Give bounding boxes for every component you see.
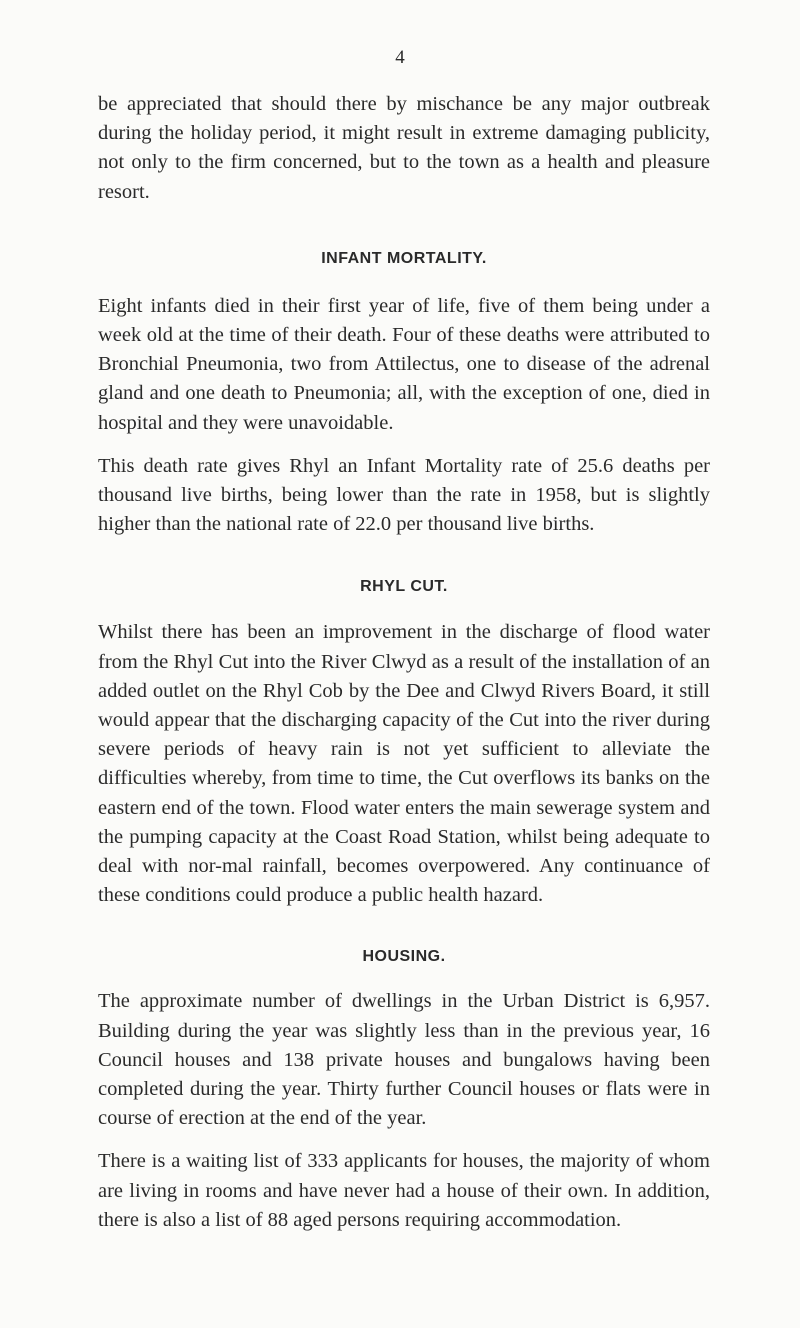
dwellings-paragraph: The approximate number of dwellings in the Urban District is 6,957. Building during the year was slightly less than in the previous year, 16 Council houses and 138 private houses and bungalows having been completed during the year. Thirty further Council houses or flats were in course of erection at the end of the year. xyxy=(98,990,710,1130)
waiting-list-paragraph: There is a waiting list of 333 applicants for houses, the majority of whom are living in rooms and have never had a house of their own. In addition, there is also a list of 88 aged persons requiring accommodation. xyxy=(98,1150,710,1231)
page-body xyxy=(98,90,710,1235)
heading-housing: HOUSING. xyxy=(362,948,446,966)
heading-rhyl-cut: RHYL CUT. xyxy=(360,578,448,596)
page-number: 4 xyxy=(395,47,405,68)
heading-infant-mortality: INFANT MORTALITY. xyxy=(321,249,487,267)
infant-deaths-paragraph: Eight infants died in their first year of life, five of them being under a week old at the time of their death. Four of these deaths were attributed to Bronchial Pneumonia, two from Attilectus, one to disease of the adrenal gland and one death to Pneumonia; all, with the exception of one, died in hospital and they were unavoidable. xyxy=(98,294,710,434)
rhyl-cut-paragraph: Whilst there has been an improvement in the discharge of flood water from the Rhyl Cut into the River Clwyd as a result of the installation of an added outlet on the Rhyl Cob by the Dee and Clwyd Rivers Board, it still would appear that the discharging capacity of the Cut into the river during severe periods of heavy rain is not yet sufficient to alleviate the difficulties whereby, from time to time, the Cut overflows its banks on the eastern end of the town. Flood water enters the main sewerage system and the pumping capacity at the Coast Road Station, whilst being adequate to deal with nor-mal rainfall, becomes overpowered. Any continuance of these conditions could produce a public health hazard. xyxy=(98,621,710,907)
intro-paragraph: be appreciated that should there by mischance be any major outbreak during the holiday period, it might result in extreme damaging publicity, not only to the firm concerned, but to the town as a health and pleasure resort. xyxy=(98,93,710,203)
death-rate-paragraph: This death rate gives Rhyl an Infant Mortality rate of 25.6 deaths per thousand live births, being lower than the rate in 1958, but is slightly higher than the national rate of 22.0 per thousand live births. xyxy=(98,454,710,536)
